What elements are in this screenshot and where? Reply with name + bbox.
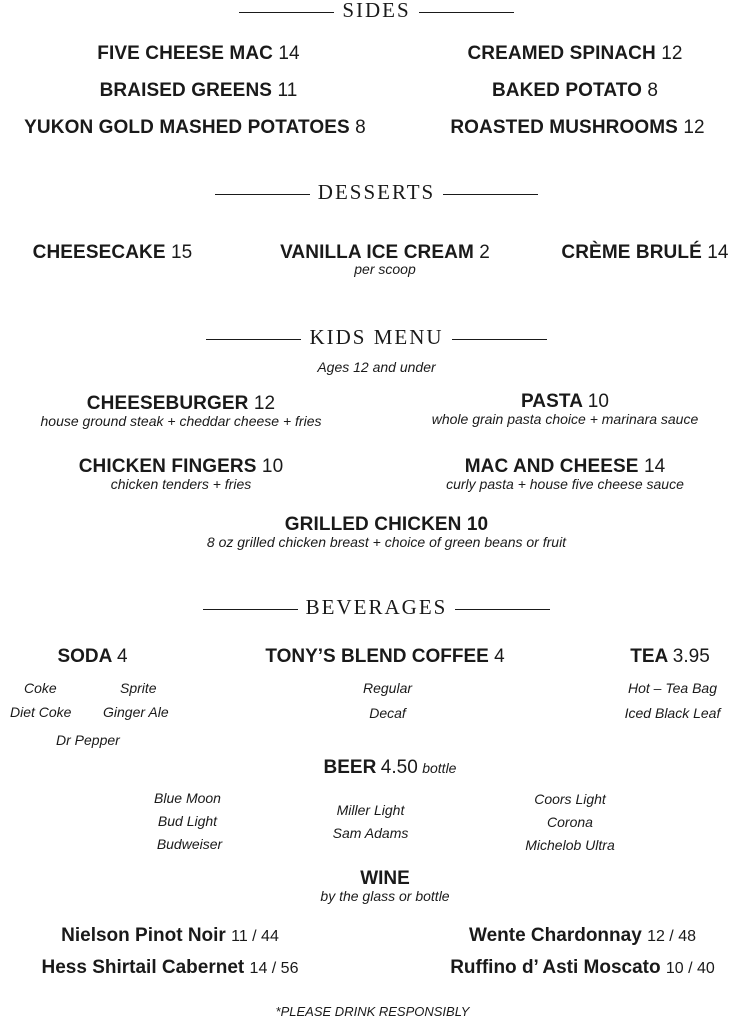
beer-option: Bud Light [157, 813, 218, 829]
item-price: 12 [253, 393, 276, 414]
item-name: Nielson Pinot Noir [61, 925, 226, 946]
tea-heading [590, 646, 750, 668]
soda-option: Coke [24, 680, 57, 696]
menu-item-five-cheese-mac [0, 43, 397, 65]
menu-item-braised-greens [0, 80, 397, 102]
item-name: PASTA [520, 391, 583, 412]
divider [239, 12, 334, 13]
item-name: Hess Shirtail Cabernet [41, 957, 245, 978]
item-name: MAC AND CHEESE [464, 456, 639, 477]
item-price: 14 / 56 [249, 960, 299, 977]
wine-item [415, 957, 750, 979]
section-header-beverages [0, 595, 753, 620]
beer-unit: bottle [422, 760, 457, 776]
coffee-option: Decaf [369, 705, 406, 721]
wine-item [0, 957, 340, 979]
item-price: 12 / 48 [647, 928, 696, 945]
item-price: 3.95 [672, 646, 710, 667]
menu-item-cheesecake [0, 242, 225, 264]
item-price: 11 / 44 [231, 928, 279, 945]
item-price: 2 [479, 242, 490, 263]
tea-option: Hot – Tea Bag [628, 680, 717, 696]
menu-item-roasted-mushrooms [400, 117, 753, 139]
section-title: DESSERTS [317, 180, 436, 204]
wine-item [415, 925, 750, 947]
beer-option: Budweiser [156, 836, 223, 852]
item-name: FIVE CHEESE MAC [97, 43, 273, 64]
item-name: BRAISED GREENS [99, 80, 273, 101]
item-description: whole grain pasta choice + marinara sauce [431, 411, 699, 427]
menu-item-mac-and-cheese [395, 456, 735, 492]
beer-option: Michelob Ultra [525, 837, 615, 853]
item-name: SODA [57, 646, 112, 667]
section-header-desserts [0, 180, 753, 205]
item-description: curly pasta + house five cheese sauce [446, 476, 684, 492]
beer-option: Miller Light [336, 802, 405, 818]
item-price: 8 [647, 80, 659, 101]
coffee-heading [230, 646, 540, 668]
beer-option: Coors Light [534, 791, 606, 807]
menu-item-cheeseburger [0, 393, 362, 429]
menu-item-pasta [395, 391, 735, 427]
item-price: 14 [707, 242, 729, 263]
item-price: 4 [494, 646, 505, 667]
soda-option: Dr Pepper [56, 732, 120, 748]
item-description: per scoop [354, 261, 416, 277]
item-name: ROASTED MUSHROOMS [450, 117, 678, 138]
item-price: 8 [355, 117, 366, 138]
menu-item-baked-potato [400, 80, 750, 102]
beer-heading [0, 757, 753, 779]
divider [203, 609, 298, 610]
item-price: 11 [277, 80, 298, 101]
soda-option: Sprite [120, 680, 157, 696]
divider [419, 12, 514, 13]
divider [443, 194, 538, 195]
menu-item-vanilla-ice-cream [230, 242, 540, 277]
tea-option: Iced Black Leaf [624, 705, 721, 721]
menu-item-creme-brule [540, 242, 750, 264]
item-name: Wente Chardonnay [469, 925, 642, 946]
item-name: CHICKEN FINGERS [78, 456, 257, 477]
section-header-kids-menu [0, 325, 753, 350]
item-name: Ruffino d’ Asti Moscato [450, 957, 661, 978]
item-name: CHEESECAKE [32, 242, 166, 263]
wine-heading [0, 868, 753, 904]
item-name: CHEESEBURGER [86, 393, 249, 414]
item-name: TEA [630, 646, 668, 667]
item-name: BAKED POTATO [491, 80, 642, 101]
beer-option: Blue Moon [154, 790, 221, 806]
item-name: CRÈME BRULÉ [561, 242, 702, 263]
kids-menu-subtitle: Ages 12 and under [317, 359, 436, 375]
item-price: 10 / 40 [665, 960, 715, 977]
beer-option: Sam Adams [332, 825, 409, 841]
divider [455, 609, 550, 610]
menu-item-grilled-chicken [0, 514, 753, 550]
wine-item [0, 925, 340, 947]
item-price: 4 [116, 646, 128, 667]
item-name: CREAMED SPINACH [467, 43, 656, 64]
soda-option: Diet Coke [10, 704, 72, 720]
soda-heading [0, 646, 185, 668]
item-price: 14 [278, 43, 300, 64]
item-name: YUKON GOLD MASHED POTATOES [24, 117, 350, 138]
coffee-option: Regular [362, 680, 413, 696]
item-name: TONY’S BLEND COFFEE [265, 646, 489, 667]
divider [215, 194, 310, 195]
menu-item-creamed-spinach [400, 43, 750, 65]
item-price: 15 [171, 242, 193, 263]
divider [206, 339, 301, 340]
item-name: GRILLED CHICKEN 10 [284, 514, 489, 535]
item-price: 10 [261, 456, 284, 477]
soda-option: Ginger Ale [103, 704, 169, 720]
item-price: 12 [661, 43, 683, 64]
section-title: SIDES [342, 0, 411, 22]
item-price: 4.50 [380, 757, 418, 778]
divider [452, 339, 547, 340]
item-description: chicken tenders + fries [110, 476, 252, 492]
item-price: 14 [643, 456, 666, 477]
section-header-sides [0, 0, 753, 23]
wine-description: by the glass or bottle [320, 888, 450, 904]
footer-note: *PLEASE DRINK RESPONSIBLY [275, 1004, 470, 1019]
section-title: BEVERAGES [305, 595, 448, 619]
item-name: WINE [360, 868, 410, 889]
menu-item-yukon-gold-mashed-potatoes [0, 117, 390, 139]
item-price: 10 [587, 391, 610, 412]
item-name: BEER [323, 757, 377, 778]
item-price: 12 [683, 117, 705, 138]
item-description: house ground steak + cheddar cheese + fries [40, 413, 322, 429]
item-description: 8 oz grilled chicken breast + choice of green beans or fruit [206, 534, 567, 550]
beer-option: Corona [547, 814, 593, 830]
section-title: KIDS MENU [309, 325, 444, 349]
item-name: VANILLA ICE CREAM [280, 242, 474, 263]
menu-item-chicken-fingers [0, 456, 362, 492]
